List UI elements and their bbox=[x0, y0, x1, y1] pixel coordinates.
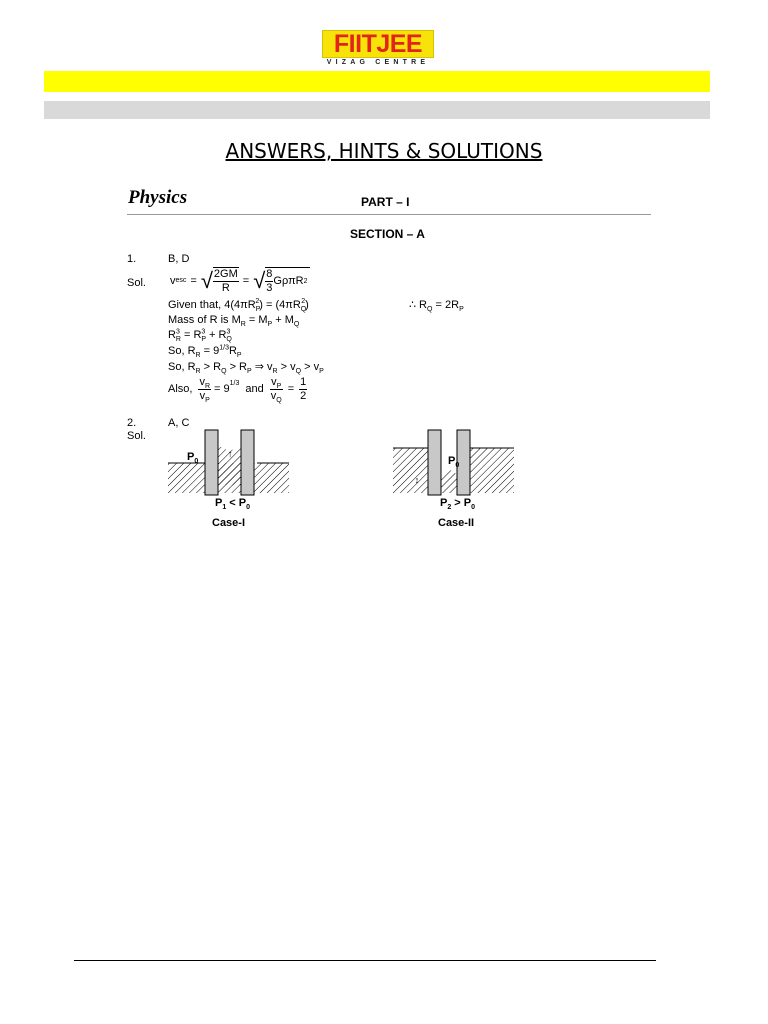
heading-rule bbox=[127, 214, 651, 215]
section-heading: SECTION – A bbox=[350, 227, 425, 241]
sub-one: 1 bbox=[222, 504, 227, 512]
gt-v: > v bbox=[277, 361, 296, 373]
so-end: R bbox=[228, 345, 237, 357]
given-mid: ) = (4πR bbox=[259, 299, 301, 311]
gt-r: > R bbox=[226, 361, 247, 373]
r-cube-eq: = R bbox=[180, 329, 202, 341]
equals-sign: = bbox=[190, 274, 197, 287]
sub-r: R bbox=[272, 368, 278, 376]
numerator: 2GM bbox=[213, 268, 238, 280]
q1-sol-label: Sol. bbox=[127, 277, 146, 289]
fraction-vr-over-vp bbox=[198, 376, 211, 403]
header-gray-band bbox=[44, 101, 710, 119]
part-heading: PART – I bbox=[361, 195, 410, 209]
gt-r: > R bbox=[200, 361, 222, 373]
sup-2: 2 bbox=[255, 298, 260, 306]
sub-zero: 0 bbox=[246, 504, 251, 512]
sub-p: P bbox=[276, 382, 282, 390]
case-2-label: Case-II bbox=[438, 517, 475, 529]
r-symbol: R bbox=[168, 329, 176, 341]
v-symbol: v bbox=[270, 389, 277, 402]
v-symbol: v bbox=[199, 389, 206, 402]
r-cube-plus: + R bbox=[205, 329, 227, 341]
sub-q: Q bbox=[221, 368, 227, 376]
mass-mid: = M bbox=[245, 314, 268, 326]
sup-3: 3 bbox=[201, 328, 206, 336]
tube-wall-left bbox=[428, 430, 441, 495]
tube-wall-right bbox=[241, 430, 254, 495]
given-prefix: Given that, 4(4πR bbox=[168, 299, 256, 311]
sub-p: P bbox=[236, 352, 242, 360]
case-1-pressure-relation bbox=[215, 497, 250, 510]
sub-p: P bbox=[459, 306, 464, 314]
sub-q: Q bbox=[276, 396, 282, 404]
p-symbol: P bbox=[187, 451, 195, 463]
sub-p: P bbox=[255, 306, 261, 314]
case-2-pressure-relation bbox=[440, 497, 475, 510]
sub-two: 2 bbox=[447, 504, 452, 512]
sqrt-icon: √ bbox=[200, 268, 213, 293]
sub-r: R bbox=[204, 382, 211, 390]
fraction-2gm-over-r bbox=[213, 267, 239, 295]
equals-sign: = bbox=[287, 382, 295, 395]
sup-3: 3 bbox=[226, 328, 231, 336]
relation-text: < P bbox=[226, 497, 247, 509]
q1-so-line-1 bbox=[168, 345, 242, 358]
q1-mass-line bbox=[168, 314, 299, 327]
q2-sol-label: Sol. bbox=[127, 430, 146, 442]
sub-zero: 0 bbox=[194, 458, 199, 466]
sqrt-content: $\frac{8}{3}$ GρπR 2 bbox=[266, 268, 308, 294]
so-prefix: So, R bbox=[168, 361, 196, 373]
p-symbol: P bbox=[440, 497, 448, 509]
sub-q: Q bbox=[295, 368, 302, 376]
v-symbol: v bbox=[199, 375, 205, 388]
sub-r: R bbox=[175, 336, 181, 344]
sub-q: Q bbox=[293, 321, 300, 329]
numerator: 8 bbox=[266, 268, 273, 280]
header-yellow-band bbox=[44, 71, 710, 92]
v-symbol: v bbox=[271, 375, 277, 388]
given-close: ) bbox=[305, 299, 309, 311]
svg-text:↑: ↑ bbox=[227, 449, 233, 460]
sub-q: Q bbox=[226, 336, 232, 344]
sub-r: R bbox=[195, 368, 201, 376]
sub-p: P bbox=[247, 368, 252, 376]
v-symbol: v bbox=[170, 274, 176, 287]
case-2-p0-label bbox=[448, 455, 459, 468]
sub-q: Q bbox=[300, 306, 307, 314]
q1-answer: B, D bbox=[168, 253, 190, 265]
therefore-text: ∴ R bbox=[409, 299, 427, 311]
q2-number: 2. bbox=[127, 417, 137, 429]
sub-q: Q bbox=[427, 306, 433, 314]
q1-so-line-2 bbox=[168, 361, 324, 374]
so-prefix: So, R bbox=[168, 345, 196, 357]
subject-heading: Physics bbox=[128, 187, 188, 208]
relation-text: > P bbox=[451, 497, 472, 509]
fiitjee-logo bbox=[322, 30, 434, 70]
sub-zero: 0 bbox=[471, 504, 476, 512]
also-text: Also, bbox=[168, 382, 193, 395]
q1-radius-cube-line bbox=[168, 329, 232, 342]
q1-given-line bbox=[168, 299, 309, 312]
sub-p: P bbox=[267, 321, 273, 329]
q1-number: 1. bbox=[127, 253, 137, 265]
fraction-one-half bbox=[299, 376, 307, 403]
sub-p: P bbox=[201, 336, 206, 344]
p-symbol: P bbox=[215, 497, 223, 509]
q1-also-line: Also, $\frac{v_R}{v_P}$ = 9 $^{1/3}$ and $\frac{v_P}{v_Q}$ = $\frac{1}{2}$ bbox=[168, 375, 307, 404]
sqrt-icon: √ bbox=[253, 268, 266, 293]
fraction-8-over-3 bbox=[265, 268, 273, 295]
g-rho-pi-r: GρπR bbox=[273, 275, 304, 287]
case-1-p0-label bbox=[187, 451, 198, 464]
and-text: and bbox=[245, 382, 264, 395]
q2-answer: A, C bbox=[168, 417, 190, 429]
denominator: 3 bbox=[266, 282, 273, 294]
equals-sign: = bbox=[242, 274, 250, 287]
mass-text: Mass of R is M bbox=[168, 314, 241, 326]
page-title: ANSWERS, HINTS & SOLUTIONS bbox=[225, 139, 543, 163]
q1-therefore-line bbox=[409, 299, 464, 312]
sub-r: R bbox=[240, 321, 246, 329]
so-mid: = 9 bbox=[200, 345, 220, 357]
ratio-eq: = 9 bbox=[214, 382, 230, 395]
sub-zero: 0 bbox=[455, 462, 460, 470]
gt-v: > v bbox=[301, 361, 320, 373]
sub-p: P bbox=[319, 368, 324, 376]
sup-3: 3 bbox=[175, 328, 180, 336]
sub-r: R bbox=[195, 352, 201, 360]
logo-subtext: VIZAG CENTRE bbox=[326, 59, 430, 66]
fraction-vp-over-vq bbox=[270, 376, 283, 403]
denominator: 2 bbox=[300, 389, 307, 402]
logo-text: FIITJEE bbox=[333, 30, 423, 58]
p-symbol: P bbox=[448, 455, 456, 467]
svg-text:↕: ↕ bbox=[414, 475, 420, 485]
tube-wall-left bbox=[205, 430, 218, 495]
therefore-mid: = 2R bbox=[432, 299, 460, 311]
case-1-label: Case-I bbox=[212, 517, 246, 529]
mass-plus: + M bbox=[272, 314, 294, 326]
numerator: 1 bbox=[300, 375, 307, 388]
footer-rule bbox=[74, 960, 656, 961]
sub-p: P bbox=[205, 396, 210, 404]
q1-escape-velocity-equation: v esc = √ $\frac{2GM}{R}$ = √ $\frac{8}{3}$ GρπR 2 bbox=[170, 268, 308, 294]
sup-2: 2 bbox=[301, 298, 306, 306]
exp-one-third: 1/3 bbox=[219, 344, 229, 352]
denominator: R bbox=[221, 282, 230, 294]
implies-v: ⇒ v bbox=[251, 361, 273, 373]
